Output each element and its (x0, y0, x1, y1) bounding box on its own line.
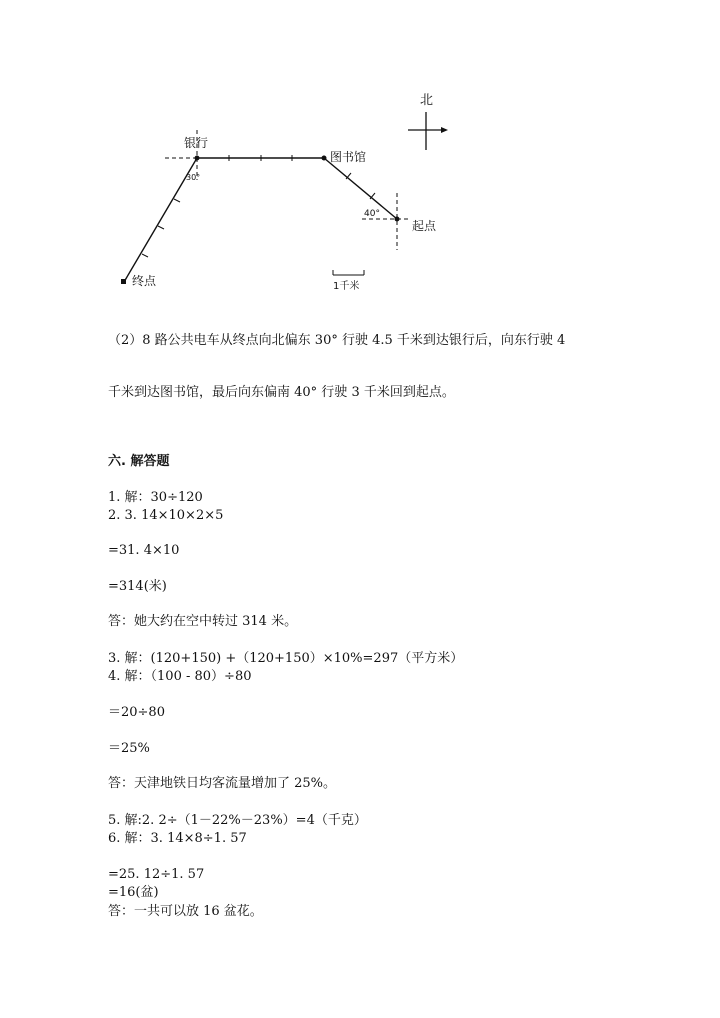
start-point (395, 217, 400, 222)
answer-line: 5. 解:2. 2÷（1－22%－23%）=4（千克） (108, 813, 367, 828)
bank-angle-label: 30° (186, 173, 201, 182)
bank-label: 银行 (184, 136, 209, 150)
end-label: 终点 (132, 274, 157, 288)
answer-line: 答：她大约在空中转过 314 米。 (108, 614, 298, 629)
description-line-2: 千米到达图书馆，最后向东偏南 40° 行驶 3 千米回到起点。 (108, 385, 455, 400)
answer-line: 4. 解：（100 - 80）÷80 (108, 669, 252, 684)
answer-line: 答：一共可以放 16 盆花。 (108, 904, 263, 919)
start-crosshair (362, 193, 410, 250)
start-angle-label: 40° (364, 209, 380, 219)
answer-line: =16(盆) (108, 885, 159, 900)
bank-point (195, 156, 200, 161)
scale-label: 1千米 (333, 281, 360, 292)
route-diagram (0, 0, 720, 310)
description-line-1: （2）8 路公共电车从终点向北偏东 30° 行驶 4.5 千米到达银行后，向东行驶 4 (108, 333, 566, 348)
scale-bar (333, 270, 364, 275)
answer-line: 3. 解：(120+150) +（120+150）×10%=297（平方米） (108, 651, 464, 666)
north-label: 北 (420, 93, 434, 108)
answer-line: 答：天津地铁日均客流量增加了 25%。 (108, 776, 337, 791)
end-point (121, 279, 126, 284)
route-path (124, 158, 397, 282)
answer-line: ＝20÷80 (108, 705, 165, 720)
section-title: 六. 解答题 (108, 454, 170, 469)
answer-line: 1. 解：30÷120 (108, 490, 203, 505)
answer-line: =25. 12÷1. 57 (108, 867, 205, 882)
answer-line: 6. 解：3. 14×8÷1. 57 (108, 831, 247, 846)
answer-line: ＝25% (108, 741, 150, 756)
library-label: 图书馆 (330, 150, 367, 164)
answer-line: =314(米) (108, 579, 167, 594)
library-point (322, 156, 327, 161)
answer-line: =31. 4×10 (108, 543, 180, 558)
compass-icon (408, 112, 448, 150)
route-ticks (142, 155, 375, 257)
start-label: 起点 (412, 219, 437, 233)
answer-line: 2. 3. 14×10×2×5 (108, 508, 224, 523)
